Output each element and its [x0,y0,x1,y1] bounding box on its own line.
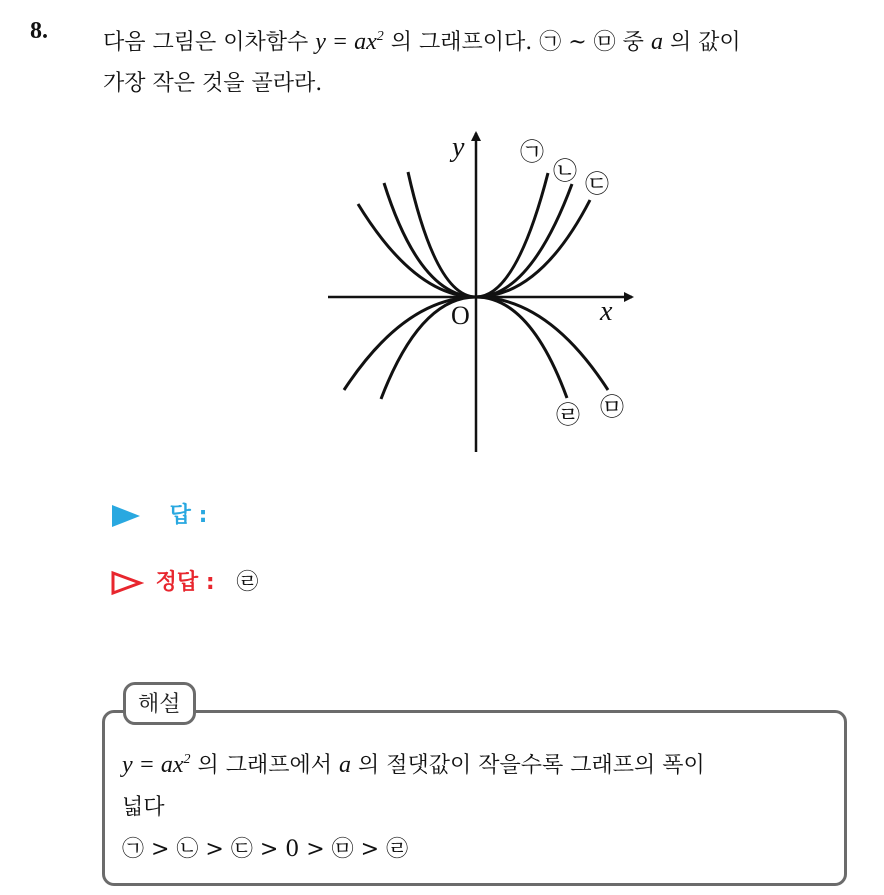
question-text-line2: 가장 작은 것을 골라라. [103,71,323,96]
curve-label-1: ㉠ [520,138,544,166]
question-formula: $y = ax^2$ [315,29,384,55]
question-text-part1: 다음 그림은 이차함수 [103,30,309,55]
answer-label: 답 : [169,503,208,528]
question-number: 8. [30,18,48,44]
curve-label-3: ㉢ [585,170,609,198]
solution-line-2: 넓다 [122,795,165,820]
parabola-graph [315,125,645,460]
question-text-part3: 의 값이 [669,30,741,55]
curve-giyeok-left [408,172,476,297]
curve-nieun [476,184,572,297]
solution-var-a: a [339,752,352,778]
curve-label-5: ㉤ [600,393,624,421]
curve-nieun-left [384,183,476,297]
curve-label-4: ㉣ [556,401,580,429]
correct-answer-label: 정답 : [155,570,215,595]
correct-answer-row [110,565,258,596]
solution-formula: $y = ax^2$ [122,752,191,778]
curve-label-2: ㉡ [553,157,577,185]
solution-text-1a: 의 그래프에서 [197,753,333,778]
question-var-a: a [650,29,663,55]
curve-giyeok [476,173,548,297]
question-text-part2: 의 그래프이다. ㉠ ~ ㉤ 중 [390,30,644,55]
x-axis-label: x [600,296,613,327]
correct-answer-value: ㉣ [236,570,259,595]
solution-tag: 해설 [123,682,196,725]
curve-digeut-left [358,204,476,297]
curve-digeut [476,200,590,297]
origin-label: O [451,301,470,330]
question-text [103,16,863,104]
solution-text-1b: 의 절댓값이 작을수록 그래프의 폭이 [358,753,705,778]
solution-line-1 [122,748,705,779]
curve-rieul [476,297,567,398]
play-arrow-icon [110,503,144,529]
y-axis-label: y [452,132,465,163]
solution-line-3: ㉠ > ㉡ > ㉢ > 0 > ㉤ > ㉣ [122,837,409,862]
outline-arrow-icon [110,570,144,596]
answer-row [110,498,207,529]
